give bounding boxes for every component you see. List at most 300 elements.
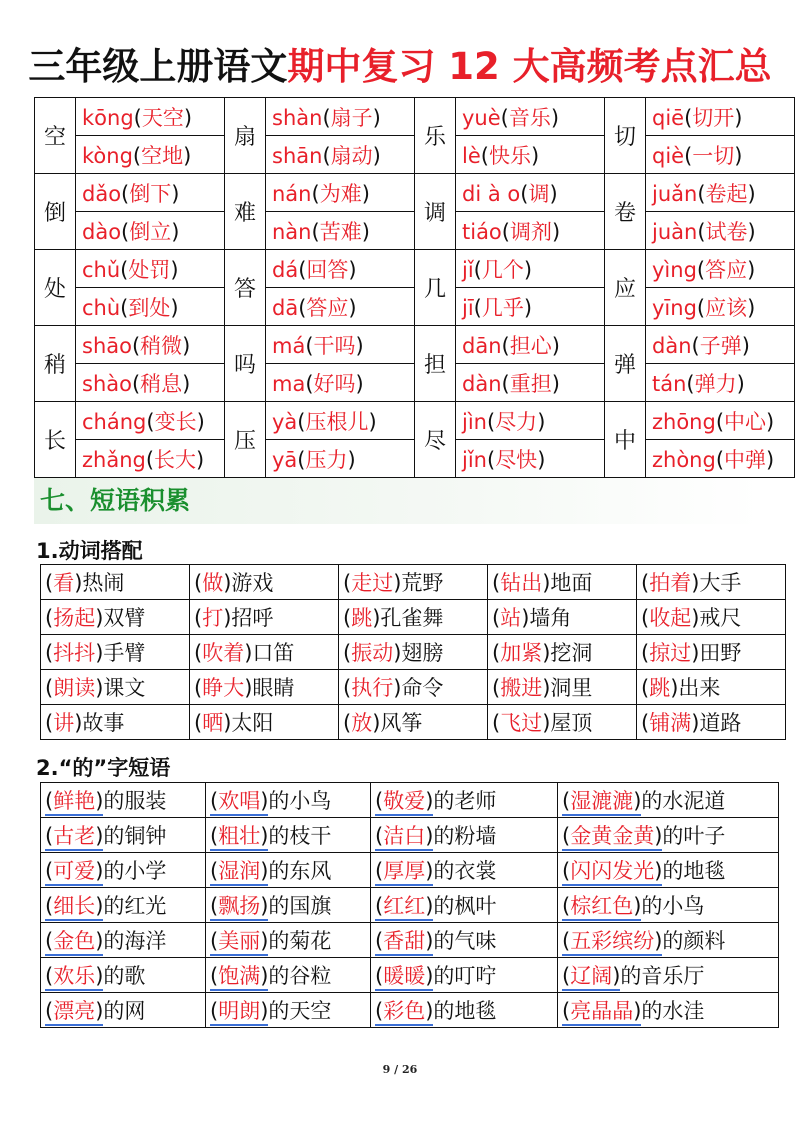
paren-open: ( [45,894,54,918]
paren-close: ) [542,711,551,735]
paren-close: ) [372,143,381,168]
verb-word: 看 [53,571,75,595]
paren-open: ( [146,409,155,434]
reading-cell [646,440,795,478]
polyphonic-char: 长 [35,402,76,478]
example-word: 子弹 [699,333,742,358]
adjective-word: 美丽 [218,929,261,953]
noun-phrase: 的音乐厅 [620,964,705,988]
paren-close: ) [741,333,750,358]
pinyin: dá [272,257,299,282]
paren-open: ( [375,929,384,953]
paren-open: ( [194,641,203,665]
object-word: 洞里 [550,676,593,700]
paren-close: ) [171,181,180,206]
paren-close: ) [372,711,381,735]
paren-close: ) [747,219,756,244]
paren-open: ( [120,257,129,282]
noun-phrase: 的水泥道 [641,789,726,813]
verb-phrase [339,600,488,635]
reading-cell [266,250,415,288]
pinyin: tán [652,371,687,396]
pinyin: kòng [82,143,133,168]
de-phrase [206,818,371,853]
noun-phrase: 的衣裳 [433,859,497,883]
paren-close: ) [368,409,377,434]
paren-open: ( [297,409,306,434]
table-row [41,705,786,740]
example-word: 处罚 [128,257,171,282]
adjective-word: 湿漉漉 [570,789,634,813]
de-phrase [371,853,558,888]
paren-close: ) [734,105,743,130]
paren-close: ) [183,105,193,130]
pinyin: nàn [272,219,312,244]
paren-close: ) [691,711,700,735]
adjective-word: 金黄金黄 [570,824,655,848]
noun-phrase: 的菊花 [268,929,332,953]
paren-close: ) [393,676,402,700]
pinyin: shān [272,143,323,168]
adjective-word: 棕红色 [570,894,634,918]
polyphonic-char: 处 [35,250,76,326]
example-word: 一切 [692,143,735,168]
de-phrase [558,818,779,853]
example-word: 卷起 [705,181,748,206]
paren-open: ( [696,257,706,282]
adjective-word: 明朗 [218,999,261,1023]
paren-close: ) [260,999,269,1023]
pinyin: kōng [82,105,134,130]
reading-cell [456,326,605,364]
verb-table [40,564,786,740]
reading-cell [266,98,415,136]
paren-close: ) [542,571,551,595]
paren-open: ( [375,859,384,883]
paren-open: ( [120,295,129,320]
paren-close: ) [747,181,756,206]
pinyin: yà [272,409,298,434]
paren-open: ( [343,641,352,665]
table-row [41,888,779,923]
verb-word: 跳 [649,676,671,700]
paren-open: ( [562,999,571,1023]
polyphonic-char: 应 [605,250,646,326]
paren-open: ( [641,606,650,630]
paren-close: ) [348,257,357,282]
polyphonic-char: 卷 [605,174,646,250]
object-word: 翅膀 [401,641,444,665]
polyphonic-table [34,97,795,478]
paren-open: ( [715,409,725,434]
adjective-word: 金色 [53,929,96,953]
paren-close: ) [537,447,546,472]
paren-open: ( [45,789,54,813]
reading-cell [646,402,795,440]
de-phrase [41,888,206,923]
verb-phrase [339,635,488,670]
example-word: 空地 [141,143,184,168]
reading-cell [456,136,605,174]
paren-close: ) [95,824,104,848]
verb-phrase [637,705,786,740]
adjective-word: 欢唱 [218,789,261,813]
polyphonic-char: 尽 [415,402,456,478]
underlined-adjective [375,929,433,956]
paren-close: ) [171,219,180,244]
verb-phrase [488,670,637,705]
verb-phrase [488,635,637,670]
reading-cell [266,364,415,402]
verb-word: 搬进 [500,676,543,700]
table-row [41,600,786,635]
paren-open: ( [641,711,650,735]
example-word: 扇动 [330,143,373,168]
noun-phrase: 的颜料 [662,929,726,953]
paren-open: ( [697,219,706,244]
object-word: 风筝 [380,711,423,735]
de-phrase [206,958,371,993]
pinyin: yā [272,447,298,472]
reading-cell [266,174,415,212]
verb-phrase [41,705,190,740]
paren-open: ( [322,105,331,130]
adjective-word: 香甜 [383,929,426,953]
paren-open: ( [45,859,54,883]
paren-close: ) [260,789,269,813]
verb-phrase [637,565,786,600]
pinyin: shāo [82,333,132,358]
paren-close: ) [260,894,269,918]
paren-close: ) [372,105,381,130]
paren-close: ) [74,711,83,735]
object-word: 手臂 [103,641,146,665]
table-row [35,326,795,364]
example-word: 尽快 [495,447,538,472]
example-word: 重担 [509,371,552,396]
noun-phrase: 的枫叶 [433,894,497,918]
table-row [41,818,779,853]
paren-close: ) [551,371,560,396]
paren-close: ) [170,257,179,282]
paren-close: ) [95,676,104,700]
paren-open: ( [375,894,384,918]
paren-close: ) [95,789,104,813]
example-word: 倒下 [129,181,172,206]
verb-word: 走过 [351,571,394,595]
noun-phrase: 的枝干 [268,824,332,848]
paren-close: ) [95,894,104,918]
example-word: 切开 [692,105,735,130]
paren-close: ) [260,859,269,883]
paren-open: ( [210,929,219,953]
pinyin: dàn [652,333,692,358]
adjective-word: 暖暖 [383,964,426,988]
object-word: 游戏 [231,571,274,595]
paren-open: ( [131,371,141,396]
paren-open: ( [45,999,54,1023]
noun-phrase: 的粉墙 [433,824,497,848]
reading-cell [646,212,795,250]
paren-open: ( [562,789,571,813]
underlined-adjective [210,894,268,921]
polyphonic-char: 压 [225,402,266,478]
page-title [0,36,800,90]
adjective-word: 湿润 [218,859,261,883]
pinyin: juàn [652,219,698,244]
paren-open: ( [343,606,352,630]
paren-close: ) [196,447,205,472]
reading-cell [266,212,415,250]
verb-word: 打 [202,606,224,630]
de-phrase [558,783,779,818]
paren-close: ) [347,447,356,472]
noun-phrase: 的叶子 [662,824,726,848]
pinyin: di à o [462,181,521,206]
paren-open: ( [210,789,219,813]
table-row [41,993,779,1028]
paren-close: ) [182,371,191,396]
paren-close: ) [260,824,269,848]
adjective-word: 可爱 [53,859,96,883]
reading-cell [646,288,795,326]
de-phrase [41,993,206,1028]
verb-phrase [41,600,190,635]
reading-cell [456,250,605,288]
verb-word: 振动 [351,641,394,665]
verb-word: 做 [202,571,224,595]
paren-close: ) [95,999,104,1023]
paren-close: ) [260,929,269,953]
paren-open: ( [45,606,54,630]
verb-word: 朗读 [53,676,96,700]
page-number: 9 / 26 [382,1063,418,1076]
paren-open: ( [492,676,501,700]
object-word: 命令 [401,676,444,700]
title-red: 期中复习 12 大高频考点汇总 [287,45,772,88]
verb-phrase [637,670,786,705]
verb-phrase [41,670,190,705]
paren-open: ( [305,333,314,358]
de-phrase [206,993,371,1028]
adjective-word: 饱满 [218,964,261,988]
paren-open: ( [684,105,693,130]
paren-open: ( [641,571,650,595]
paren-open: ( [297,447,306,472]
paren-open: ( [691,333,700,358]
object-word: 热闹 [82,571,125,595]
reading-cell [646,174,795,212]
verb-phrase [637,600,786,635]
paren-close: ) [425,789,434,813]
de-phrase [558,958,779,993]
reading-cell [76,250,225,288]
paren-close: ) [766,409,775,434]
reading-cell [456,288,605,326]
paren-close: ) [355,371,364,396]
de-phrase [206,783,371,818]
underlined-adjective [210,964,268,991]
paren-open: ( [684,143,693,168]
noun-phrase: 的服装 [103,789,167,813]
paren-open: ( [45,571,54,595]
adjective-word: 红红 [383,894,426,918]
paren-close: ) [348,295,357,320]
paren-open: ( [501,333,510,358]
paren-open: ( [45,929,54,953]
polyphonic-char: 难 [225,174,266,250]
paren-open: ( [492,606,501,630]
object-word: 出来 [678,676,721,700]
paren-close: ) [196,409,205,434]
de-phrase [41,818,206,853]
paren-close: ) [95,964,104,988]
reading-cell [646,364,795,402]
example-word: 试卷 [705,219,748,244]
paren-close: ) [95,929,104,953]
verb-phrase [190,670,339,705]
paren-close: ) [633,789,642,813]
noun-phrase: 的铜钟 [103,824,167,848]
verb-phrase [488,565,637,600]
object-word: 口笛 [252,641,295,665]
paren-open: ( [131,333,141,358]
polyphonic-char: 乐 [415,98,456,174]
example-word: 倒立 [129,219,172,244]
noun-phrase: 的小鸟 [268,789,332,813]
pinyin: jǐ [462,257,474,282]
pinyin: dǎo [82,181,122,206]
paren-open: ( [45,964,54,988]
object-word: 课文 [103,676,146,700]
verb-word: 讲 [53,711,75,735]
noun-phrase: 的网 [103,999,146,1023]
verb-word: 钻出 [500,571,543,595]
paren-open: ( [311,181,320,206]
de-phrase [558,993,779,1028]
underlined-adjective [375,789,433,816]
paren-open: ( [133,105,142,130]
paren-open: ( [696,295,706,320]
paren-close: ) [260,964,269,988]
object-word: 孔雀舞 [380,606,444,630]
reading-cell [266,288,415,326]
paren-open: ( [210,859,219,883]
verb-word: 拍着 [649,571,692,595]
verb-word: 执行 [351,676,394,700]
verb-word: 跳 [351,606,373,630]
reading-cell [646,326,795,364]
reading-cell [456,440,605,478]
reading-cell [76,326,225,364]
underlined-adjective [210,824,268,851]
reading-cell [76,174,225,212]
verb-word: 吹着 [202,641,245,665]
paren-open: ( [343,571,352,595]
noun-phrase: 的水洼 [641,999,705,1023]
noun-phrase: 的小鸟 [641,894,705,918]
object-word: 戒尺 [699,606,742,630]
adjective-word: 洁白 [383,824,426,848]
paren-close: ) [183,143,192,168]
paren-open: ( [375,999,384,1023]
verb-word: 铺满 [649,711,692,735]
object-word: 道路 [699,711,742,735]
adjective-word: 欢乐 [53,964,96,988]
verb-word: 抖抖 [53,641,96,665]
polyphonic-char: 稍 [35,326,76,402]
verb-subtitle: 1.动词搭配 [36,539,143,563]
paren-open: ( [473,257,482,282]
table-row [41,853,779,888]
pinyin: dān [462,333,502,358]
object-word: 屋顶 [550,711,593,735]
pinyin: yìng [652,257,697,282]
example-word: 答应 [306,295,349,320]
reading-cell [76,364,225,402]
example-word: 中弹 [724,447,767,472]
adjective-word: 厚厚 [383,859,426,883]
paren-close: ) [223,606,232,630]
paren-close: ) [612,964,621,988]
pinyin: dàn [462,371,502,396]
de-phrase-table [40,782,779,1028]
paren-open: ( [305,371,314,396]
reading-cell [76,98,225,136]
paren-close: ) [766,447,775,472]
reading-cell [266,440,415,478]
table-row [41,783,779,818]
pinyin: nán [272,181,312,206]
polyphonic-char: 扇 [225,98,266,174]
paren-open: ( [343,711,352,735]
paren-open: ( [715,447,725,472]
underlined-adjective [562,789,641,816]
object-word: 眼睛 [252,676,295,700]
table-row [41,670,786,705]
paren-close: ) [633,999,642,1023]
table-row [41,565,786,600]
de-phrase [206,888,371,923]
polyphonic-char: 切 [605,98,646,174]
example-word: 天空 [141,105,184,130]
verb-word: 扬起 [53,606,96,630]
paren-close: ) [736,371,745,396]
underlined-adjective [562,964,620,991]
object-word: 田野 [699,641,742,665]
underlined-adjective [562,999,641,1026]
underlined-adjective [45,929,103,956]
verb-word: 收起 [649,606,692,630]
pinyin: chù [82,295,121,320]
paren-open: ( [375,789,384,813]
underlined-adjective [210,859,268,886]
object-word: 双臂 [103,606,146,630]
paren-close: ) [654,929,663,953]
adjective-word: 飘扬 [218,894,261,918]
polyphonic-char: 答 [225,250,266,326]
de-phrase [371,993,558,1028]
paren-close: ) [95,859,104,883]
reading-cell [646,136,795,174]
underlined-adjective [210,789,268,816]
underlined-adjective [45,789,103,816]
underlined-adjective [210,929,268,956]
adjective-word: 彩色 [383,999,426,1023]
reading-cell [266,326,415,364]
noun-phrase: 的地毯 [433,999,497,1023]
paren-close: ) [633,894,642,918]
